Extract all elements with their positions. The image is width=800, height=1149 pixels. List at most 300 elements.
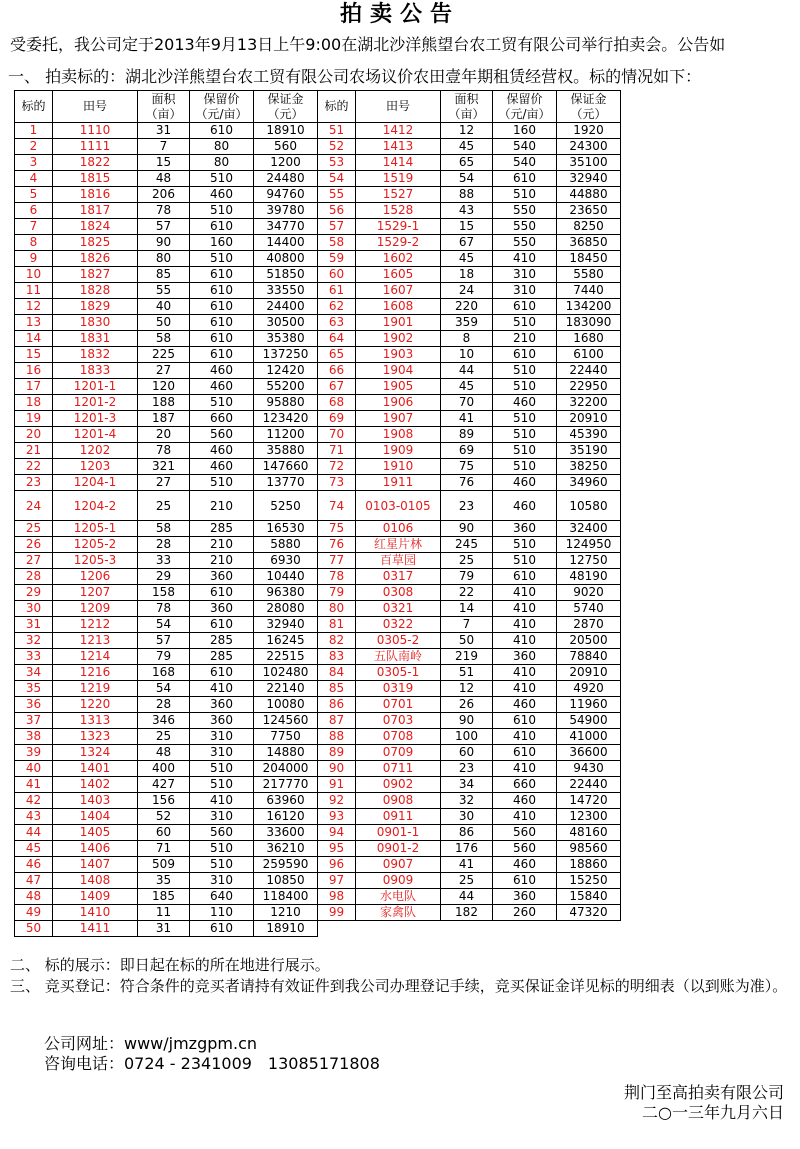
table-row — [15, 251, 621, 267]
area-mu: 187 — [138, 411, 190, 427]
section-registration: 三、 竞买登记：符合条件的竞买者请持有效证件到我公司办理登记手续，竞买保证金详见标的明细表（以到账为准）。 — [10, 977, 788, 995]
area-mu: 44 — [441, 363, 493, 379]
area-mu: 79 — [138, 649, 190, 665]
deposit: 10080 — [254, 697, 318, 713]
lot-number: 22 — [15, 459, 53, 475]
deposit: 259590 — [254, 857, 318, 873]
reserve-price: 410 — [493, 809, 557, 825]
reserve-price: 610 — [493, 171, 557, 187]
field-number: 1207 — [53, 585, 138, 601]
area-mu: 90 — [441, 521, 493, 537]
field-number: 1409 — [53, 889, 138, 905]
area-mu: 176 — [441, 841, 493, 857]
lot-number: 36 — [15, 697, 53, 713]
deposit: 78840 — [557, 649, 621, 665]
lot-number: 76 — [318, 537, 356, 553]
field-number: 1529-1 — [356, 219, 441, 235]
deposit: 41000 — [557, 729, 621, 745]
field-number: 1903 — [356, 347, 441, 363]
page-title: 拍卖公告 — [339, 2, 460, 27]
lot-number: 70 — [318, 427, 356, 443]
deposit: 124560 — [254, 713, 318, 729]
area-mu: 18 — [441, 267, 493, 283]
reserve-price: 510 — [190, 761, 254, 777]
area-mu: 23 — [441, 761, 493, 777]
deposit: 20500 — [557, 633, 621, 649]
lot-number: 92 — [318, 793, 356, 809]
reserve-price: 610 — [190, 315, 254, 331]
deposit: 36210 — [254, 841, 318, 857]
area-mu: 31 — [138, 921, 190, 937]
area-mu: 60 — [441, 745, 493, 761]
deposit: 54900 — [557, 713, 621, 729]
lot-number: 25 — [15, 521, 53, 537]
field-number: 1827 — [53, 267, 138, 283]
lot-number: 81 — [318, 617, 356, 633]
field-number: 1822 — [53, 155, 138, 171]
lot-number: 37 — [15, 713, 53, 729]
deposit: 6930 — [254, 553, 318, 569]
area-mu: 32 — [441, 793, 493, 809]
lot-number: 1 — [15, 123, 53, 139]
table-row — [15, 569, 621, 585]
field-number: 1816 — [53, 187, 138, 203]
field-number: 1216 — [53, 665, 138, 681]
lot-number: 51 — [318, 123, 356, 139]
deposit: 35880 — [254, 443, 318, 459]
field-number: 家禽队 — [356, 905, 441, 921]
reserve-price: 510 — [493, 363, 557, 379]
field-number: 1324 — [53, 745, 138, 761]
area-mu: 71 — [138, 841, 190, 857]
table-row — [15, 697, 621, 713]
table-row — [15, 585, 621, 601]
lot-number: 91 — [318, 777, 356, 793]
table-row — [15, 267, 621, 283]
reserve-price: 460 — [493, 793, 557, 809]
field-number: 1904 — [356, 363, 441, 379]
reserve-price: 510 — [190, 251, 254, 267]
reserve-price: 610 — [493, 347, 557, 363]
field-number: 1824 — [53, 219, 138, 235]
deposit: 28080 — [254, 601, 318, 617]
lot-number: 55 — [318, 187, 356, 203]
reserve-price: 210 — [493, 331, 557, 347]
reserve-price: 460 — [190, 443, 254, 459]
field-number: 红星片林 — [356, 537, 441, 553]
lot-number: 99 — [318, 905, 356, 921]
lot-number: 27 — [15, 553, 53, 569]
field-number: 水电队 — [356, 889, 441, 905]
lot-number: 33 — [15, 649, 53, 665]
area-mu: 52 — [138, 809, 190, 825]
reserve-price: 310 — [493, 267, 557, 283]
deposit: 94760 — [254, 187, 318, 203]
company-name: 荆门至高拍卖有限公司 — [623, 1083, 784, 1102]
reserve-price: 510 — [493, 459, 557, 475]
field-number: 1209 — [53, 601, 138, 617]
lot-number: 30 — [15, 601, 53, 617]
field-number: 1607 — [356, 283, 441, 299]
area-mu: 58 — [138, 331, 190, 347]
lot-number: 73 — [318, 475, 356, 491]
header-area: 面积 （亩） — [441, 91, 493, 123]
table-row — [15, 379, 621, 395]
field-number: 0709 — [356, 745, 441, 761]
field-number: 0901-2 — [356, 841, 441, 857]
reserve-price: 260 — [493, 905, 557, 921]
deposit: 6100 — [557, 347, 621, 363]
field-number: 1201-2 — [53, 395, 138, 411]
field-number: 0305-1 — [356, 665, 441, 681]
lot-number: 32 — [15, 633, 53, 649]
table-row — [15, 443, 621, 459]
empty-cell — [493, 921, 557, 937]
lot-number: 6 — [15, 203, 53, 219]
area-mu: 48 — [138, 745, 190, 761]
reserve-price: 160 — [493, 123, 557, 139]
empty-cell — [441, 921, 493, 937]
area-mu: 22 — [441, 585, 493, 601]
reserve-price: 610 — [190, 617, 254, 633]
field-number: 1825 — [53, 235, 138, 251]
deposit: 10580 — [557, 491, 621, 521]
area-mu: 54 — [138, 681, 190, 697]
field-number: 1608 — [356, 299, 441, 315]
lot-number: 83 — [318, 649, 356, 665]
lot-number: 2 — [15, 139, 53, 155]
table-row — [15, 809, 621, 825]
table-row — [15, 171, 621, 187]
deposit: 4920 — [557, 681, 621, 697]
reserve-price: 460 — [493, 857, 557, 873]
field-number: 1909 — [356, 443, 441, 459]
header-field-no: 田号 — [53, 91, 138, 123]
empty-cell — [557, 921, 621, 937]
reserve-price: 410 — [493, 617, 557, 633]
table-header-row — [15, 91, 621, 123]
lot-number: 8 — [15, 235, 53, 251]
lot-number: 41 — [15, 777, 53, 793]
lot-number: 15 — [15, 347, 53, 363]
field-number: 1405 — [53, 825, 138, 841]
field-number: 1527 — [356, 187, 441, 203]
area-mu: 57 — [138, 219, 190, 235]
field-number: 0907 — [356, 857, 441, 873]
deposit: 38250 — [557, 459, 621, 475]
reserve-price: 510 — [190, 203, 254, 219]
deposit: 18910 — [254, 123, 318, 139]
lot-number: 62 — [318, 299, 356, 315]
reserve-price: 285 — [190, 521, 254, 537]
area-mu: 48 — [138, 171, 190, 187]
reserve-price: 610 — [190, 665, 254, 681]
deposit: 95880 — [254, 395, 318, 411]
lot-number: 46 — [15, 857, 53, 873]
field-number: 1201-4 — [53, 427, 138, 443]
field-number: 1203 — [53, 459, 138, 475]
lot-number: 3 — [15, 155, 53, 171]
reserve-price: 285 — [190, 633, 254, 649]
area-mu: 100 — [441, 729, 493, 745]
deposit: 30500 — [254, 315, 318, 331]
deposit: 35100 — [557, 155, 621, 171]
lot-number: 87 — [318, 713, 356, 729]
reserve-price: 410 — [190, 793, 254, 809]
area-mu: 20 — [138, 427, 190, 443]
lot-number: 17 — [15, 379, 53, 395]
field-number: 1901 — [356, 315, 441, 331]
field-number: 1220 — [53, 697, 138, 713]
field-number: 0308 — [356, 585, 441, 601]
lot-number: 18 — [15, 395, 53, 411]
field-number: 0103-0105 — [356, 491, 441, 521]
deposit: 36850 — [557, 235, 621, 251]
deposit: 47320 — [557, 905, 621, 921]
deposit: 183090 — [557, 315, 621, 331]
table-row — [15, 235, 621, 251]
deposit: 118400 — [254, 889, 318, 905]
table-row — [15, 411, 621, 427]
reserve-price: 610 — [190, 283, 254, 299]
lot-number: 82 — [318, 633, 356, 649]
field-number: 1402 — [53, 777, 138, 793]
reserve-price: 510 — [190, 857, 254, 873]
table-row — [15, 347, 621, 363]
reserve-price: 560 — [493, 841, 557, 857]
reserve-price: 410 — [493, 633, 557, 649]
lot-number: 50 — [15, 921, 53, 937]
website-line: 公司网址：www/jmzgpm.cn — [44, 1034, 258, 1053]
area-mu: 27 — [138, 475, 190, 491]
reserve-price: 110 — [190, 905, 254, 921]
table-row — [15, 203, 621, 219]
lot-number: 29 — [15, 585, 53, 601]
deposit: 10850 — [254, 873, 318, 889]
empty-cell — [318, 921, 356, 937]
reserve-price: 550 — [493, 235, 557, 251]
deposit: 14400 — [254, 235, 318, 251]
reserve-price: 510 — [493, 187, 557, 203]
area-mu: 7 — [441, 617, 493, 633]
deposit: 14720 — [557, 793, 621, 809]
reserve-price: 410 — [493, 601, 557, 617]
area-mu: 219 — [441, 649, 493, 665]
area-mu: 23 — [441, 491, 493, 521]
deposit: 12420 — [254, 363, 318, 379]
area-mu: 89 — [441, 427, 493, 443]
area-mu: 25 — [138, 729, 190, 745]
area-mu: 54 — [441, 171, 493, 187]
reserve-price: 360 — [493, 649, 557, 665]
area-mu: 31 — [138, 123, 190, 139]
area-mu: 90 — [138, 235, 190, 251]
deposit: 14880 — [254, 745, 318, 761]
table-row — [15, 331, 621, 347]
reserve-price: 460 — [190, 187, 254, 203]
reserve-price: 410 — [493, 761, 557, 777]
field-number: 1206 — [53, 569, 138, 585]
field-number: 1201-1 — [53, 379, 138, 395]
deposit: 2870 — [557, 617, 621, 633]
area-mu: 43 — [441, 203, 493, 219]
area-mu: 14 — [441, 601, 493, 617]
reserve-price: 460 — [493, 395, 557, 411]
table-row — [15, 521, 621, 537]
lot-number: 72 — [318, 459, 356, 475]
reserve-price: 510 — [493, 411, 557, 427]
lot-number: 59 — [318, 251, 356, 267]
lot-number: 48 — [15, 889, 53, 905]
field-number: 0321 — [356, 601, 441, 617]
field-number: 1833 — [53, 363, 138, 379]
lot-number: 31 — [15, 617, 53, 633]
deposit: 7750 — [254, 729, 318, 745]
reserve-price: 360 — [493, 521, 557, 537]
reserve-price: 550 — [493, 219, 557, 235]
section-auction-items: 一、 拍卖标的：湖北沙洋熊望台农工贸有限公司农场议价农田壹年期租赁经营权。标的情况如下： — [8, 67, 702, 86]
lot-number: 63 — [318, 315, 356, 331]
table-row — [15, 363, 621, 379]
lot-number: 9 — [15, 251, 53, 267]
reserve-price: 310 — [190, 809, 254, 825]
contact-block — [44, 1034, 380, 1074]
area-mu: 168 — [138, 665, 190, 681]
area-mu: 57 — [138, 633, 190, 649]
reserve-price: 540 — [493, 139, 557, 155]
deposit: 32940 — [557, 171, 621, 187]
reserve-price: 560 — [493, 825, 557, 841]
header-field-no: 田号 — [356, 91, 441, 123]
lot-number: 13 — [15, 315, 53, 331]
lot-number: 95 — [318, 841, 356, 857]
table-row — [15, 745, 621, 761]
field-number: 1519 — [356, 171, 441, 187]
deposit: 24480 — [254, 171, 318, 187]
area-mu: 206 — [138, 187, 190, 203]
lot-number: 38 — [15, 729, 53, 745]
lot-number: 75 — [318, 521, 356, 537]
deposit: 44880 — [557, 187, 621, 203]
lot-number: 23 — [15, 475, 53, 491]
reserve-price: 610 — [190, 585, 254, 601]
header-lot-no: 标的 — [15, 91, 53, 123]
reserve-price: 410 — [493, 729, 557, 745]
reserve-price: 610 — [190, 267, 254, 283]
deposit: 15840 — [557, 889, 621, 905]
lot-number: 44 — [15, 825, 53, 841]
deposit: 33600 — [254, 825, 318, 841]
reserve-price: 360 — [190, 713, 254, 729]
reserve-price: 80 — [190, 139, 254, 155]
reserve-price: 510 — [493, 443, 557, 459]
reserve-price: 560 — [190, 825, 254, 841]
reserve-price: 610 — [190, 331, 254, 347]
deposit: 45390 — [557, 427, 621, 443]
lot-number: 21 — [15, 443, 53, 459]
lot-number: 20 — [15, 427, 53, 443]
field-number: 1908 — [356, 427, 441, 443]
deposit: 48190 — [557, 569, 621, 585]
lot-number: 96 — [318, 857, 356, 873]
reserve-price: 540 — [493, 155, 557, 171]
reserve-price: 610 — [493, 299, 557, 315]
field-number: 1414 — [356, 155, 441, 171]
deposit: 35190 — [557, 443, 621, 459]
deposit: 32200 — [557, 395, 621, 411]
area-mu: 45 — [441, 251, 493, 267]
field-number: 1205-3 — [53, 553, 138, 569]
field-number: 1828 — [53, 283, 138, 299]
table-row — [15, 187, 621, 203]
field-number: 1905 — [356, 379, 441, 395]
table-row — [15, 857, 621, 873]
lot-number: 24 — [15, 491, 53, 521]
table-row — [15, 155, 621, 171]
field-number: 1110 — [53, 123, 138, 139]
lot-number: 28 — [15, 569, 53, 585]
reserve-price: 610 — [493, 569, 557, 585]
intro-paragraph: 受委托，我公司定于2013年9月13日上午9:00在湖北沙洋熊望台农工贸有限公司举行拍卖会。公告如 — [10, 35, 726, 54]
area-mu: 80 — [138, 251, 190, 267]
deposit: 32940 — [254, 617, 318, 633]
field-number: 1902 — [356, 331, 441, 347]
table-row — [15, 459, 621, 475]
area-mu: 26 — [441, 697, 493, 713]
reserve-price: 310 — [190, 745, 254, 761]
lot-number: 10 — [15, 267, 53, 283]
reserve-price: 460 — [493, 491, 557, 521]
field-number: 0305-2 — [356, 633, 441, 649]
area-mu: 12 — [441, 123, 493, 139]
lot-number: 84 — [318, 665, 356, 681]
deposit: 20910 — [557, 411, 621, 427]
area-mu: 321 — [138, 459, 190, 475]
reserve-price: 610 — [493, 713, 557, 729]
reserve-price: 510 — [190, 841, 254, 857]
lot-number: 12 — [15, 299, 53, 315]
area-mu: 70 — [441, 395, 493, 411]
deposit: 20910 — [557, 665, 621, 681]
area-mu: 28 — [138, 537, 190, 553]
area-mu: 44 — [441, 889, 493, 905]
deposit: 34770 — [254, 219, 318, 235]
reserve-price: 210 — [190, 537, 254, 553]
field-number: 1831 — [53, 331, 138, 347]
field-number: 0708 — [356, 729, 441, 745]
lot-number: 67 — [318, 379, 356, 395]
deposit: 51850 — [254, 267, 318, 283]
field-number: 1204-1 — [53, 475, 138, 491]
lot-number: 97 — [318, 873, 356, 889]
field-number: 1832 — [53, 347, 138, 363]
field-number: 0703 — [356, 713, 441, 729]
table-row — [15, 825, 621, 841]
area-mu: 509 — [138, 857, 190, 873]
deposit: 124950 — [557, 537, 621, 553]
deposit: 48160 — [557, 825, 621, 841]
reserve-price: 610 — [190, 123, 254, 139]
deposit: 123420 — [254, 411, 318, 427]
area-mu: 185 — [138, 889, 190, 905]
area-mu: 120 — [138, 379, 190, 395]
table-row — [15, 617, 621, 633]
deposit: 22515 — [254, 649, 318, 665]
lot-number: 11 — [15, 283, 53, 299]
lot-number: 45 — [15, 841, 53, 857]
lot-number: 52 — [318, 139, 356, 155]
area-mu: 65 — [441, 155, 493, 171]
